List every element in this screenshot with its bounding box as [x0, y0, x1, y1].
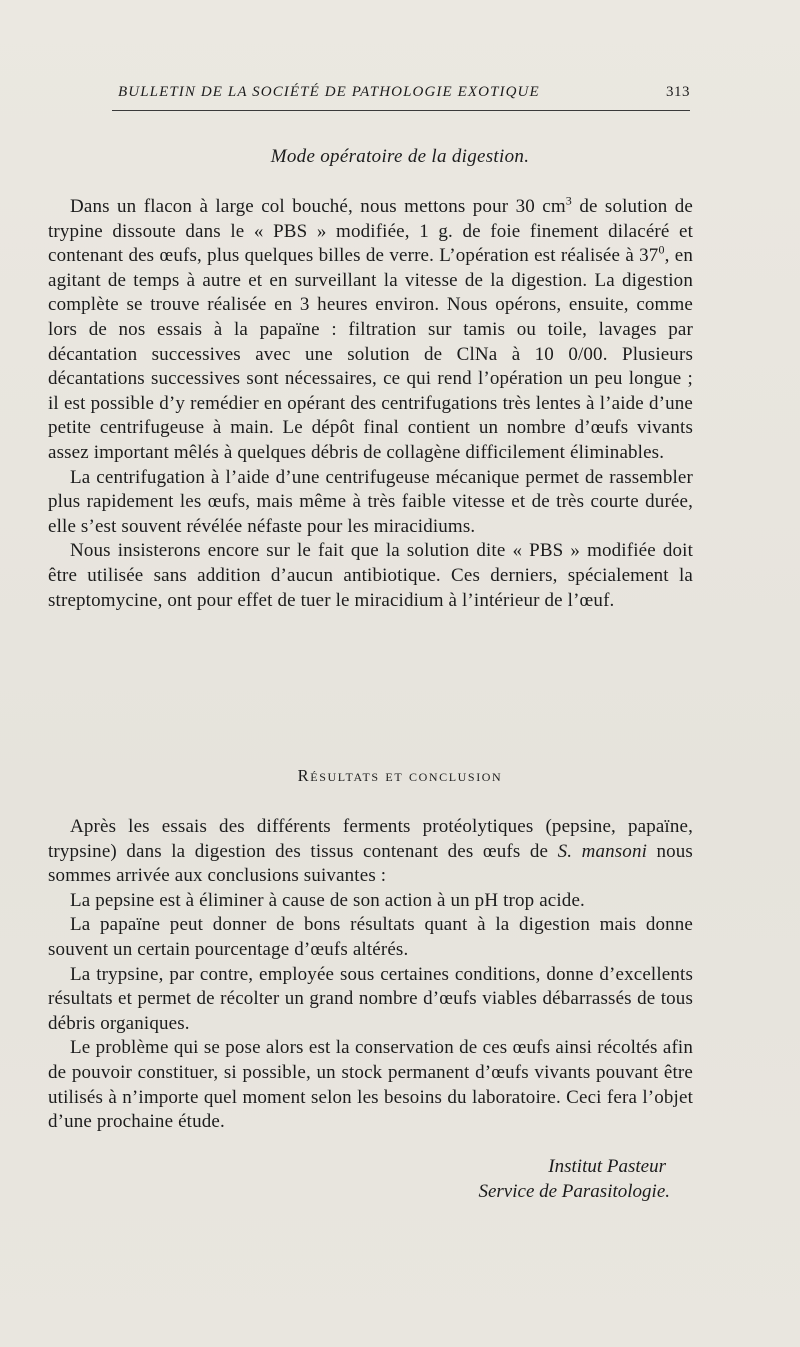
superscript: 3: [565, 193, 572, 208]
section-body-results: [48, 815, 693, 1135]
signature-block: [478, 1154, 668, 1204]
paragraph-text: nous sommes arrivée aux conclusions suivantes :: [48, 840, 693, 887]
signature-department: Service de Parasitologie.: [478, 1181, 670, 1202]
species-name: S. mansoni: [557, 840, 648, 862]
paragraph: La centrifugation à l’aide d’une centrifugeuse mécanique permet de rassembler plus rapidement les œufs, mais même à très faible vitesse et de très courte durée, elle s’est souvent révélée néfaste pour les miracidiums.: [48, 466, 693, 537]
superscript: 0: [658, 242, 665, 257]
section-heading-digestion: Mode opératoire de la digestion.: [270, 146, 530, 167]
paragraph: La papaïne peut donner de bons résultats quant à la digestion mais donne souvent un certain pourcentage d’œufs altérés.: [48, 914, 693, 960]
paragraph: [48, 195, 693, 466]
paragraph: Nous insisterons encore sur le fait que la solution dite « PBS » modifiée doit être utilisée sans addition d’aucun antibiotique. Ces derniers, spécialement la streptomycine, ont pour effet de tuer le miracidium à l’intérieur de l’œuf.: [48, 540, 693, 611]
page-number: 313: [666, 84, 690, 100]
paragraph-text: Après les essais des différents ferments protéolytiques (pepsine, papaïne, trypsine) dans la digestion des tissus contenant des œufs de: [48, 816, 693, 862]
paragraph: [48, 815, 693, 889]
paragraph-text: , en agitant de temps à autre et en surveillant la vitesse de la digestion. La digestion complète se trouve réalisée en 3 heures environ. Nous opérons, ensuite, comme lors de nos essais à la papaïne : filtration sur tamis ou toile, lavages par décantation successives avec une solution de ClNa à 10 0/00. Plusieurs décantations successives sont nécessaires, ce qui rend l’opération un peu longue ; il est possible d’y remédier en opérant des centrifugations très lentes à l’aide d’une petite centrifugeuse à main. Le dépôt final contient un nombre d’œufs vivants assez important mêlés à quelques débris de collagène difficilement éliminables.: [48, 245, 693, 463]
paragraph-text: Dans un flacon à large col bouché, nous mettons pour 30 cm: [70, 196, 566, 217]
paragraph: La pepsine est à éliminer à cause de son action à un pH trop acide.: [70, 889, 585, 911]
section-heading-results: Résultats et conclusion: [297, 766, 503, 785]
paragraph: La trypsine, par contre, employée sous certaines conditions, donne d’excellents résultats et permet de récolter un grand nombre d’œufs viables débarrassés de tous débris organiques.: [48, 963, 693, 1034]
running-title: BULLETIN DE LA SOCIÉTÉ DE PATHOLOGIE EXOTIQUE: [118, 84, 540, 100]
paragraph-text: de solution de trypine dissoute dans le « PBS » modifiée, 1 g. de foie finement dilacéré et contenant des œufs, plus quelques billes de verre. L’opération est réalisée à 37: [48, 196, 693, 267]
signature-institute: Institut Pasteur: [548, 1156, 666, 1177]
running-header: [118, 80, 690, 104]
header-rule: [112, 110, 690, 111]
section-body-digestion: [48, 195, 693, 613]
paragraph: Le problème qui se pose alors est la conservation de ces œufs ainsi récoltés afin de pouvoir constituer, si possible, un stock permanent d’œufs vivants pouvant être utilisés à n’importe quel moment selon les besoins du laboratoire. Ceci fera l’objet d’une prochaine étude.: [48, 1037, 693, 1133]
